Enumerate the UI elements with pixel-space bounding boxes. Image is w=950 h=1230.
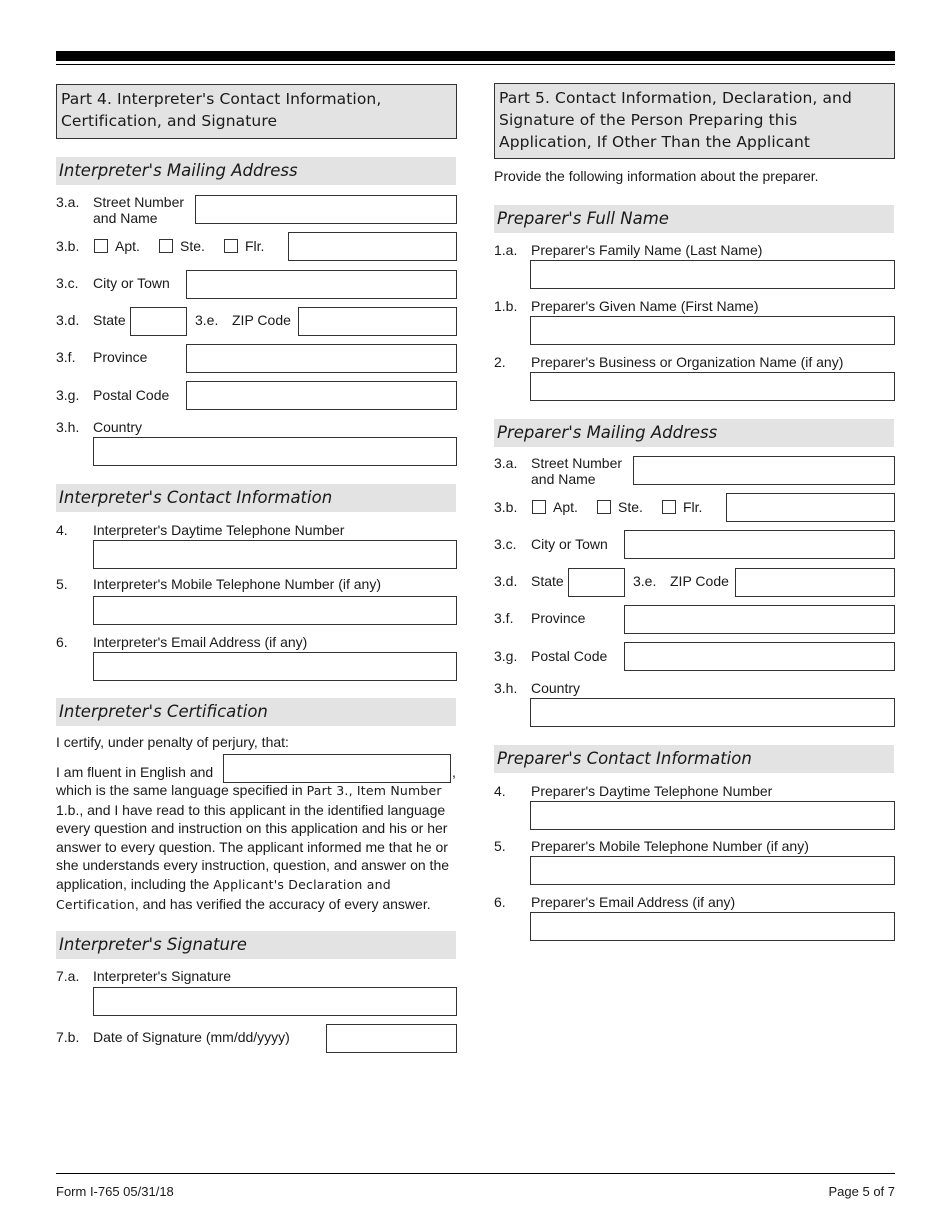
interpreter-state-input[interactable] (130, 307, 187, 336)
preparer-state-input[interactable] (568, 568, 625, 597)
given-name-label: Preparer's Given Name (First Name) (531, 298, 759, 314)
city-label: City or Town (531, 536, 608, 552)
mobile-phone-label: Preparer's Mobile Telephone Number (if any) (531, 838, 809, 854)
preparer-intro: Provide the following information about the preparer. (494, 168, 819, 184)
interpreter-unit-input[interactable] (288, 232, 457, 261)
family-name-label: Preparer's Family Name (Last Name) (531, 242, 763, 258)
flr-label: Flr. (245, 238, 265, 254)
item-number: 5. (494, 838, 506, 854)
interpreter-email-input[interactable] (93, 652, 457, 681)
item-number: 3.c. (494, 536, 517, 552)
item-number: 3.a. (56, 194, 80, 210)
item-number: 6. (494, 894, 506, 910)
preparer-postal-input[interactable] (624, 642, 895, 671)
item-number: 3.e. (633, 573, 657, 589)
daytime-phone-label: Preparer's Daytime Telephone Number (531, 783, 773, 799)
item-number: 2. (494, 354, 506, 370)
item-number: 3.h. (494, 680, 518, 696)
ste-label: Ste. (618, 499, 643, 515)
business-name-label: Preparer's Business or Organization Name (if any) (531, 354, 844, 370)
state-label: State (531, 573, 564, 589)
signature-label: Interpreter's Signature (93, 968, 232, 984)
item-number: 4. (56, 522, 68, 538)
part4-title: Part 4. Interpreter's Contact Information, Certification, and Signature (56, 84, 457, 139)
apt-checkbox[interactable] (532, 500, 546, 514)
daytime-phone-label: Interpreter's Daytime Telephone Number (93, 522, 345, 538)
country-label: Country (531, 680, 581, 696)
certification-intro: I certify, under penalty of perjury, that: (56, 734, 289, 750)
date-label: Date of Signature (mm/dd/yyyy) (93, 1029, 290, 1045)
preparer-business-name-input[interactable] (530, 372, 895, 401)
item-number: 3.f. (56, 349, 76, 365)
preparer-mobile-phone-input[interactable] (530, 856, 895, 885)
email-label: Interpreter's Email Address (if any) (93, 634, 308, 650)
item-number: 3.g. (56, 387, 80, 403)
item-number: 1.a. (494, 242, 518, 258)
part5-title: Part 5. Contact Information, Declaration, and Signature of the Person Preparing this Application, If Other Than the Applicant (494, 83, 895, 159)
fluent-prefix: I am fluent in English and (56, 764, 214, 780)
item-number: 7.b. (56, 1029, 80, 1045)
item-number: 7.a. (56, 968, 80, 984)
street-label: Street Number (531, 455, 623, 471)
signature-date-input[interactable] (326, 1024, 457, 1053)
form-id: Form I-765 05/31/18 (56, 1184, 174, 1199)
preparer-family-name-input[interactable] (530, 260, 895, 289)
preparer-mailing-header: Preparer's Mailing Address (494, 419, 894, 447)
ste-label: Ste. (180, 238, 205, 254)
item-number: 3.d. (56, 312, 80, 328)
header-thick-rule (56, 51, 895, 61)
language-input[interactable] (223, 754, 451, 783)
header-thin-rule (56, 64, 895, 65)
item-number: 3.b. (494, 499, 518, 515)
province-label: Province (531, 610, 586, 626)
interpreter-certification-header: Interpreter's Certification (56, 698, 456, 726)
apt-label: Apt. (553, 499, 578, 515)
preparer-province-input[interactable] (624, 605, 895, 634)
interpreter-daytime-phone-input[interactable] (93, 540, 457, 569)
interpreter-city-input[interactable] (186, 270, 457, 299)
item-number: 3.c. (56, 275, 79, 291)
interpreter-country-input[interactable] (93, 437, 457, 466)
street-label-2: and Name (531, 471, 596, 487)
preparer-contact-header: Preparer's Contact Information (494, 745, 894, 773)
item-number: 3.e. (195, 312, 219, 328)
fluent-suffix: , (452, 764, 456, 780)
interpreter-postal-input[interactable] (186, 381, 457, 410)
item-number: 3.d. (494, 573, 518, 589)
postal-label: Postal Code (93, 387, 170, 403)
preparer-country-input[interactable] (530, 698, 895, 727)
zip-label: ZIP Code (232, 312, 291, 328)
item-number: 3.h. (56, 419, 80, 435)
interpreter-signature-input[interactable] (93, 987, 457, 1016)
zip-label: ZIP Code (670, 573, 729, 589)
interpreter-province-input[interactable] (186, 344, 457, 373)
item-number: 4. (494, 783, 506, 799)
state-label: State (93, 312, 126, 328)
page-number: Page 5 of 7 (828, 1184, 895, 1199)
province-label: Province (93, 349, 148, 365)
certification-text: which is the same language specified in Part 3., Item Number 1.b., and I have read to this applicant in the identified language every question and instruction on this application and his or her answer to every question. The applicant informed me that he or she understands every instruction, question, and answer on the application, including the Applicant's Declaration and Certification, and has verified the accuracy of every answer. (56, 782, 450, 912)
item-number: 3.a. (494, 455, 518, 471)
street-label: Street Number (93, 194, 185, 210)
street-label-2: and Name (93, 210, 158, 226)
ste-checkbox[interactable] (597, 500, 611, 514)
postal-label: Postal Code (531, 648, 608, 664)
preparer-zip-input[interactable] (735, 568, 895, 597)
interpreter-mobile-phone-input[interactable] (93, 596, 457, 625)
preparer-name-header: Preparer's Full Name (494, 205, 894, 233)
item-number: 3.g. (494, 648, 518, 664)
interpreter-zip-input[interactable] (298, 307, 457, 336)
email-label: Preparer's Email Address (if any) (531, 894, 736, 910)
mobile-phone-label: Interpreter's Mobile Telephone Number (if any) (93, 576, 381, 592)
preparer-city-input[interactable] (624, 530, 895, 559)
preparer-daytime-phone-input[interactable] (530, 801, 895, 830)
preparer-given-name-input[interactable] (530, 316, 895, 345)
city-label: City or Town (93, 275, 170, 291)
interpreter-street-input[interactable] (195, 195, 457, 224)
footer-rule (56, 1173, 895, 1174)
item-number: 6. (56, 634, 68, 650)
ste-checkbox[interactable] (159, 239, 173, 253)
apt-checkbox[interactable] (94, 239, 108, 253)
flr-checkbox[interactable] (224, 239, 238, 253)
country-label: Country (93, 419, 143, 435)
apt-label: Apt. (115, 238, 140, 254)
flr-label: Flr. (683, 499, 703, 515)
preparer-unit-input[interactable] (726, 493, 895, 522)
flr-checkbox[interactable] (662, 500, 676, 514)
preparer-email-input[interactable] (530, 912, 895, 941)
interpreter-signature-header: Interpreter's Signature (56, 931, 456, 959)
preparer-street-input[interactable] (633, 456, 895, 485)
item-number: 5. (56, 576, 68, 592)
interpreter-contact-header: Interpreter's Contact Information (56, 484, 456, 512)
item-number: 3.f. (494, 610, 514, 626)
item-number: 1.b. (494, 298, 518, 314)
item-number: 3.b. (56, 238, 80, 254)
interpreter-mailing-header: Interpreter's Mailing Address (56, 157, 456, 185)
